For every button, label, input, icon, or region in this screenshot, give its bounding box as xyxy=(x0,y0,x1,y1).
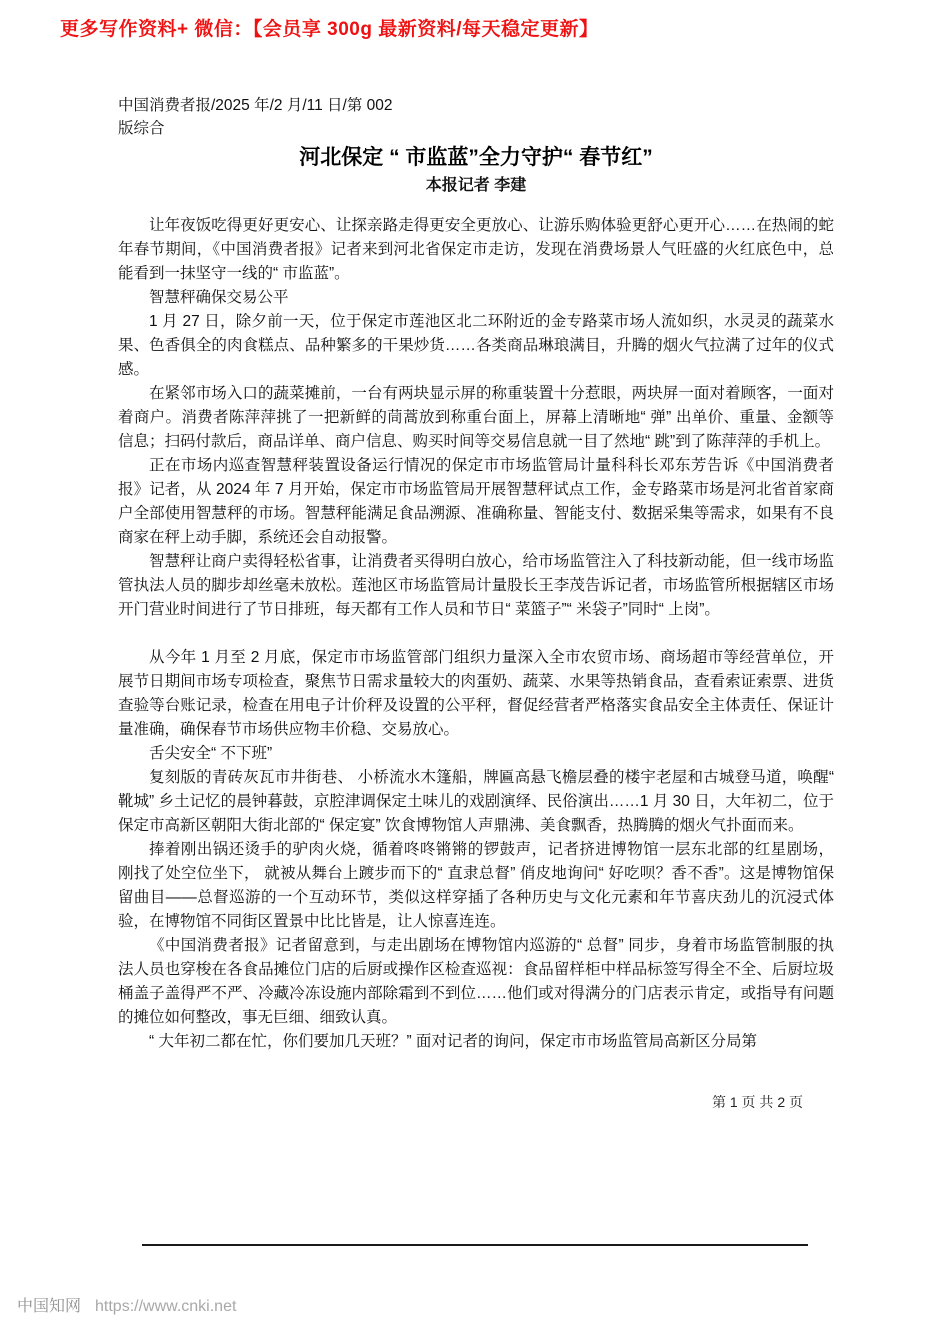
page-number: 第 1 页 共 2 页 xyxy=(711,1094,803,1110)
article-source-line1: 中国消费者报/2025 年/2 月/11 日/第 002 xyxy=(118,97,393,114)
article-paragraph: 从今年 1 月至 2 月底，保定市市场监管部门组织力量深入全市农贸市场、商场超市等经营单位，开展节日期间市场专项检查，聚焦节日需求量较大的肉蛋奶、蔬菜、水果等热销食品，查看索证索票、进货查验等台账记录，检查在用电子计价秤及设置的公平秤，督促经营者严格落实食品安全主体责任、保证计量准确，确保春节市场供应物丰价稳、交易放心。 xyxy=(118,649,834,738)
article-paragraph: 智慧秤让商户卖得轻松省事，让消费者买得明白放心，给市场监管注入了科技新动能，但一线市场监管执法人员的脚步却丝毫未放松。莲池区市场监管局计量股长王李茂告诉记者，市场监管所根据辖区市场开门营业时间进行了节日排班，每天都有工作人员和节日“ 菜篮子”“ 米袋子”同时“ 上岗”。 xyxy=(118,553,834,618)
article-paragraph: 《中国消费者报》记者留意到，与走出剧场在博物馆内巡游的“ 总督” 同步，身着市场监管制服的执法人员也穿梭在各食品摊位门店的后厨或操作区检查巡视：食品留样柜中样品标签写得全不全、后厨垃圾桶盖子盖得严不严、冷藏冷冻设施内部除霜到不到位……他们或对得满分的门店表示肯定，或指导有问题的摊位如何整改，事无巨细、细致认真。 xyxy=(118,937,834,1026)
article-paragraph: 捧着刚出锅还烫手的驴肉火烧，循着咚咚锵锵的锣鼓声，记者挤进博物馆一层东北部的红星剧场， 刚找了处空位坐下， 就被从舞台上踱步而下的“ 直隶总督” 俏皮地询问“ 好吃呗？香不香”。这是博物馆保留曲目——总督巡游的一个互动环节，类似这样穿插了各种历史与文化元素和年节喜庆劲儿的沉浸式体验，在博物馆不同街区置景中比比皆是，让人惊喜连连。 xyxy=(118,841,834,930)
article-paragraph: 复刻版的青砖灰瓦市井街巷、 小桥流水木篷船，牌匾高悬飞檐层叠的楼宇老屋和古城登马道，唤醒“ 靴城” 乡土记忆的晨钟暮鼓，京腔津调保定土味儿的戏剧演绎、民俗演出……1 月 30 日，大年初二，位于保定市高新区朝阳大街北部的“ 保定宴” 饮食博物馆人声鼎沸、美食飘香，热腾腾的烟火气扑面而来。 xyxy=(118,769,834,834)
article-body xyxy=(118,214,834,1054)
article-page xyxy=(118,94,834,1054)
article-paragraph: 在紧邻市场入口的蔬菜摊前，一台有两块显示屏的称重装置十分惹眼，两块屏一面对着顾客，一面对着商户。消费者陈萍萍挑了一把新鲜的茼蒿放到称重台面上，屏幕上清晰地“ 弹” 出单价、重量、金额等信息；扫码付款后，商品详单、商户信息、购买时间等交易信息就一目了然地“ 跳”到了陈萍萍的手机上。 xyxy=(118,385,834,450)
cnki-url: https://www.cnki.net xyxy=(95,1298,237,1315)
article-byline: 本报记者 李建 xyxy=(425,177,527,194)
cnki-logo-text: 中国知网 xyxy=(17,1298,82,1315)
promo-banner-text: 更多写作资料+ 微信：【会员享 300g 最新资料/每天稳定更新】 xyxy=(60,19,599,40)
article-source xyxy=(118,94,834,140)
article-source-line2: 版综合 xyxy=(118,120,165,137)
article-title: 河北保定 “ 市监蓝”全力守护“ 春节红” xyxy=(299,146,653,169)
cnki-watermark xyxy=(17,1293,236,1316)
article-paragraph: 1 月 27 日，除夕前一天，位于保定市莲池区北二环附近的金专路菜市场人流如织，水灵灵的蔬菜水果、色香俱全的肉食糕点、品种繁多的干果炒货……各类商品琳琅满目，升腾的烟火气拉满了过年的仪式感。 xyxy=(118,313,834,378)
article-subhead: 智慧秤确保交易公平 xyxy=(149,289,289,306)
article-paragraph: “ 大年初二都在忙，你们要加几天班？” 面对记者的询问，保定市市场监管局高新区分局第 xyxy=(149,1033,757,1050)
article-subhead: 舌尖安全“ 不下班” xyxy=(149,745,273,762)
article-paragraph: 正在市场内巡查智慧秤装置设备运行情况的保定市市场监管局计量科科长邓东芳告诉《中国消费者报》记者，从 2024 年 7 月开始，保定市市场监管局开展智慧秤试点工作，金专路菜市场是河北省首家商户全部使用智慧秤的市场。智慧秤能满足食品溯源、准确称量、智能支付、数据采集等需求，如果有不良商家在秤上动手脚，系统还会自动报警。 xyxy=(118,457,834,546)
footer-divider xyxy=(142,1244,808,1246)
article-paragraph: 让年夜饭吃得更好更安心、让探亲路走得更安全更放心、让游乐购体验更舒心更开心……在热闹的蛇年春节期间，《中国消费者报》记者来到河北省保定市走访，发现在消费场景人气旺盛的火红底色中，总能看到一抹坚守一线的“ 市监蓝”。 xyxy=(118,217,834,282)
